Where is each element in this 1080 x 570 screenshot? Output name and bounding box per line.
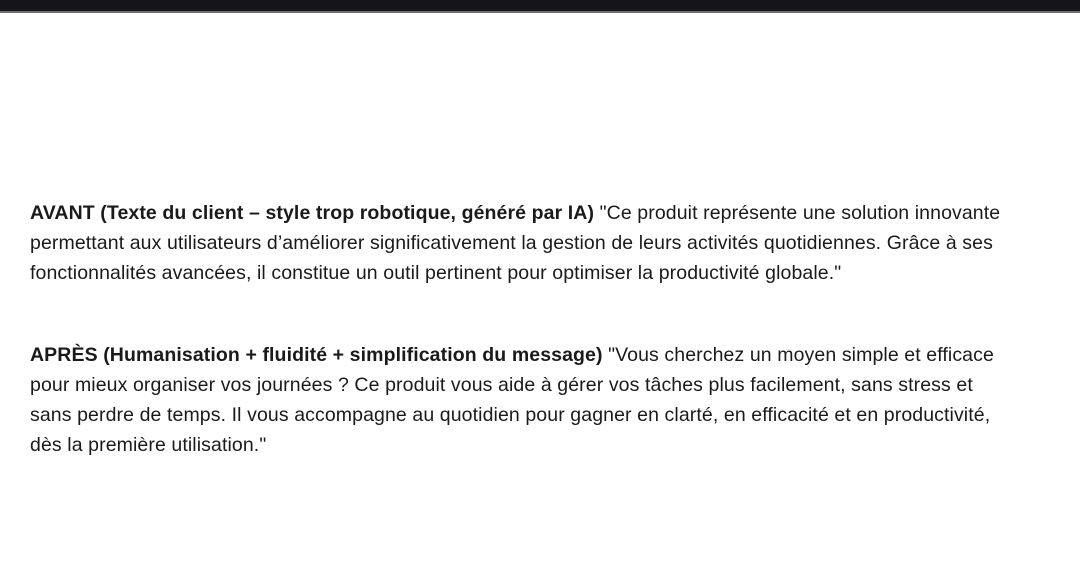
paragraph-apres — [30, 340, 1015, 460]
paragraph-avant — [30, 198, 1015, 288]
paragraph-avant-label: AVANT (Texte du client – style trop robotique, généré par IA) — [30, 202, 595, 224]
paragraph-apres-body: "Vous cherchez un moyen simple et efficace pour mieux organiser vos journées ? Ce produit vous aide à gérer vos tâches plus facilement, sans stress et sans perdre de temps. Il vous accompagne au quotidien pour gagner en clarté, en efficacité et en productivité, dès la première utilisation." — [30, 344, 994, 456]
paragraph-avant-body: "Ce produit représente une solution innovante permettant aux utilisateurs d’améliorer significativement la gestion de leurs activités quotidiennes. Grâce à ses fonctionnalités avancées, il constitue un outil pertinent pour optimiser la productivité globale." — [30, 202, 1001, 284]
window-top-bar — [0, 0, 1080, 13]
paragraph-apres-label: APRÈS (Humanisation + fluidité + simplification du message) — [30, 344, 603, 366]
document-page — [0, 13, 1080, 460]
